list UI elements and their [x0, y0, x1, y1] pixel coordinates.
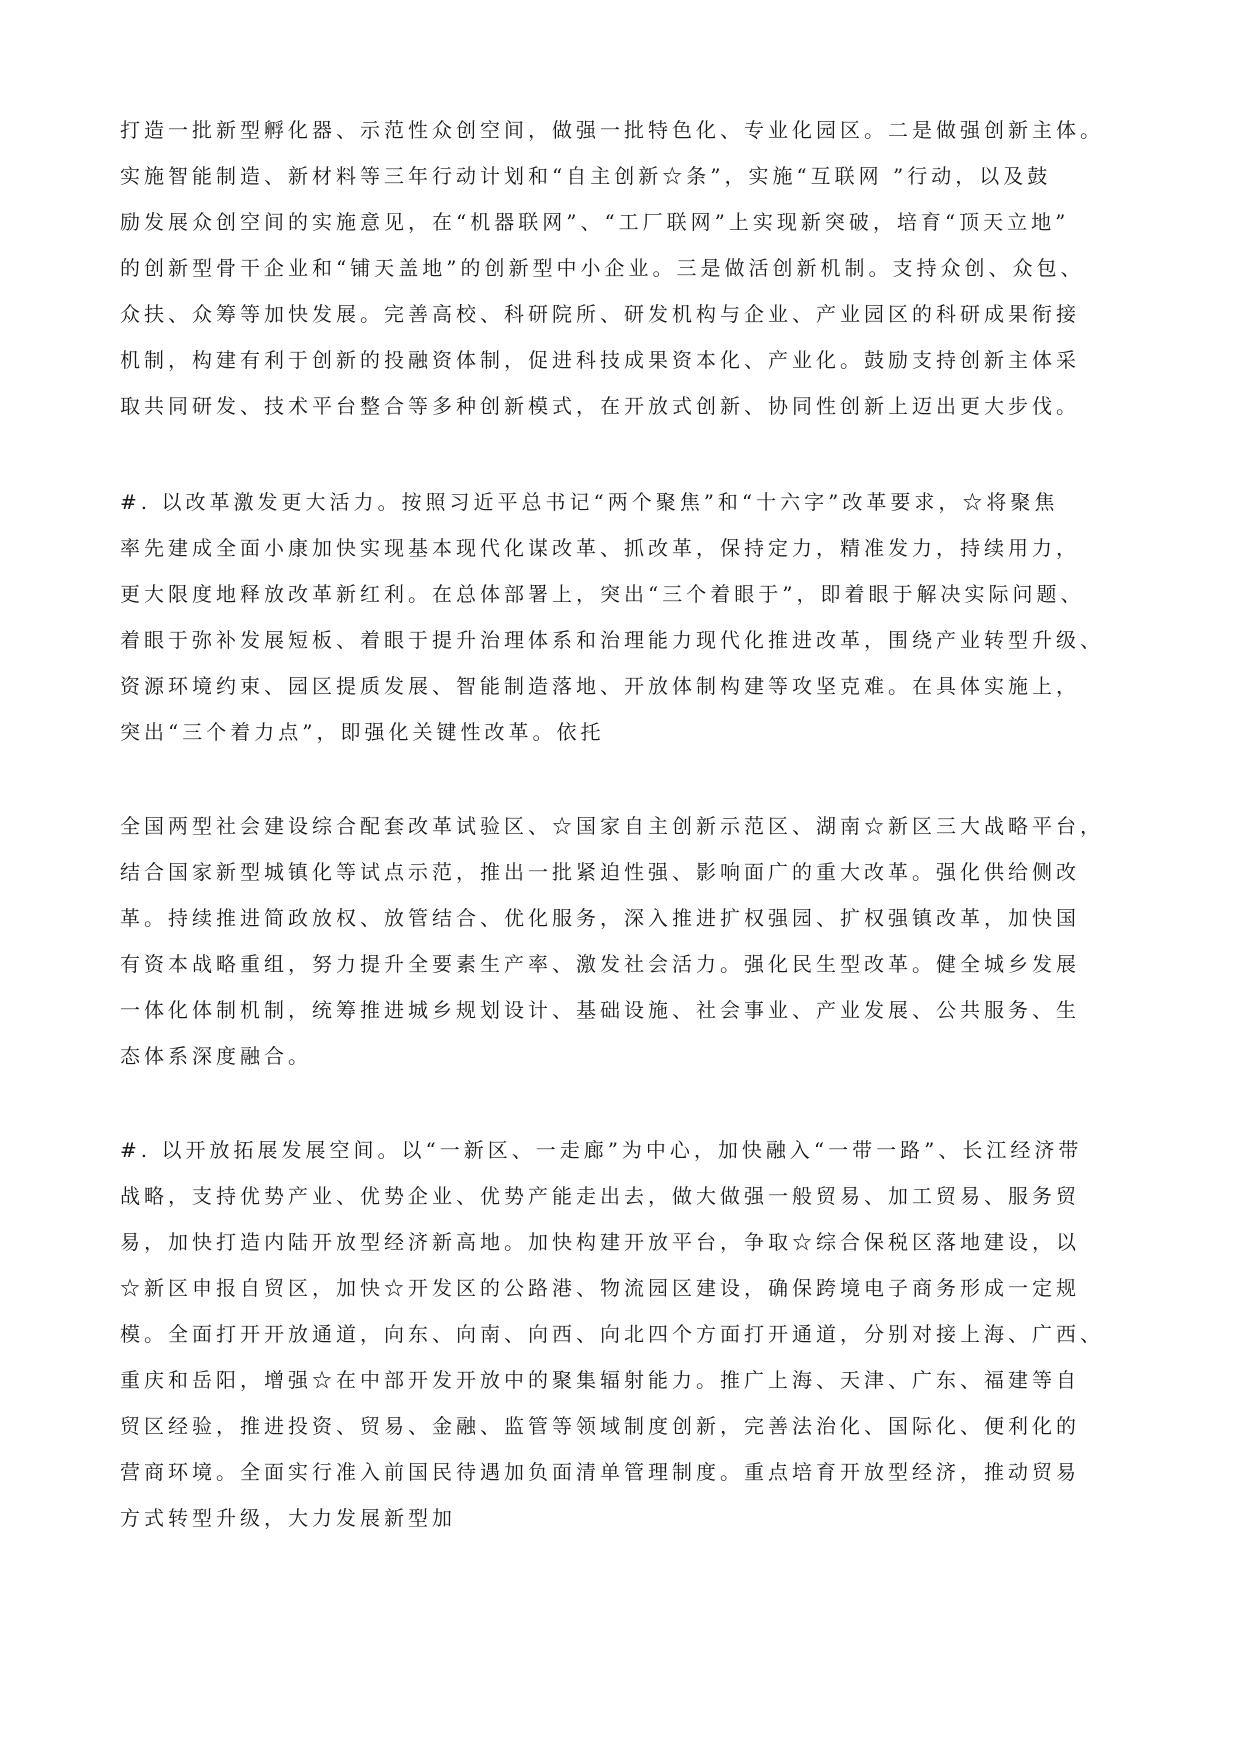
p1-line-5: 众扶、众筹等加快发展。完善高校、科研院所、研发机构与企业、产业园区的科研成果衔接 [120, 302, 1080, 326]
p3-line-6: 态体系深度融合。 [120, 1044, 312, 1068]
p2-line-3: 更大限度地释放改革新红利。在总体部署上，突出“三个着眼于”，即着眼于解决实际问题、 [120, 582, 1085, 606]
p2-line-2: 率先建成全面小康加快实现基本现代化谋改革、抓改革，保持定力，精准发力，持续用力， [120, 536, 1080, 560]
p4-line-1: #. 以开放拓展发展空间。以“一新区、一走廊”为中心，加快融入“一带一路”、长江经济带 [120, 1138, 1083, 1162]
p4-line-2: 战略，支持优势产业、优势企业、优势产能走出去，做大做强一般贸易、加工贸易、服务贸 [120, 1184, 1080, 1208]
p1-line-6: 机制，构建有利于创新的投融资体制，促进科技成果资本化、产业化。鼓励支持创新主体采 [120, 348, 1080, 372]
p3-line-4: 有资本战略重组，努力提升全要素生产率、激发社会活力。强化民生型改革。健全城乡发展 [120, 952, 1080, 976]
p1-line-1: 打造一批新型孵化器、示范性众创空间，做强一批特色化、专业化园区。二是做强创新主体。 [120, 118, 1104, 142]
p4-line-7: 贸区经验，推进投资、贸易、金融、监管等领域制度创新，完善法治化、国际化、便利化的 [120, 1414, 1080, 1438]
p4-line-5: 模。全面打开开放通道，向东、向南、向西、向北四个方面打开通道，分别对接上海、广西、 [120, 1322, 1104, 1346]
p3-line-3: 革。持续推进简政放权、放管结合、优化服务，深入推进扩权强园、扩权强镇改革，加快国 [120, 906, 1080, 930]
p4-line-9: 方式转型升级，大力发展新型加 [120, 1506, 456, 1530]
p2-line-5: 资源环境约束、园区提质发展、智能制造落地、开放体制构建等攻坚克难。在具体实施上， [120, 674, 1080, 698]
p3-line-2: 结合国家新型城镇化等试点示范，推出一批紧迫性强、影响面广的重大改革。强化供给侧改 [120, 860, 1080, 884]
p4-line-8: 营商环境。全面实行准入前国民待遇加负面清单管理制度。重点培育开放型经济，推动贸易 [120, 1460, 1080, 1484]
p1-line-4: 的创新型骨干企业和“铺天盖地”的创新型中小企业。三是做活创新机制。支持众创、众包、 [120, 256, 1085, 280]
p1-line-3: 励发展众创空间的实施意见，在“机器联网”、“工厂联网”上实现新突破，培育“顶天立地” [120, 210, 1070, 234]
p1-line-2: 实施智能制造、新材料等三年行动计划和“自主创新☆条”，实施“互联网 ”行动，以及鼓 [120, 164, 1052, 188]
p2-line-4: 着眼于弥补发展短板、着眼于提升治理体系和治理能力现代化推进改革，围绕产业转型升级、 [120, 628, 1104, 652]
p1-line-7: 取共同研发、技术平台整合等多种创新模式，在开放式创新、协同性创新上迈出更大步伐。 [120, 394, 1080, 418]
p3-line-5: 一体化体制机制，统筹推进城乡规划设计、基础设施、社会事业、产业发展、公共服务、生 [120, 998, 1080, 1022]
p4-line-3: 易，加快打造内陆开放型经济新高地。加快构建开放平台，争取☆综合保税区落地建设，以 [120, 1230, 1080, 1254]
p2-line-6: 突出“三个着力点”，即强化关键性改革。依托 [120, 720, 605, 744]
p4-line-6: 重庆和岳阳，增强☆在中部开发开放中的聚集辐射能力。推广上海、天津、广东、福建等自 [120, 1368, 1080, 1392]
p3-line-1: 全国两型社会建设综合配套改革试验区、☆国家自主创新示范区、湖南☆新区三大战略平台， [120, 814, 1104, 838]
p2-line-1: #. 以改革激发更大活力。按照习近平总书记“两个聚焦”和“十六字”改革要求，☆将聚焦 [120, 490, 1059, 514]
p4-line-4: ☆新区申报自贸区，加快☆开发区的公路港、物流园区建设，确保跨境电子商务形成一定规 [120, 1276, 1080, 1300]
